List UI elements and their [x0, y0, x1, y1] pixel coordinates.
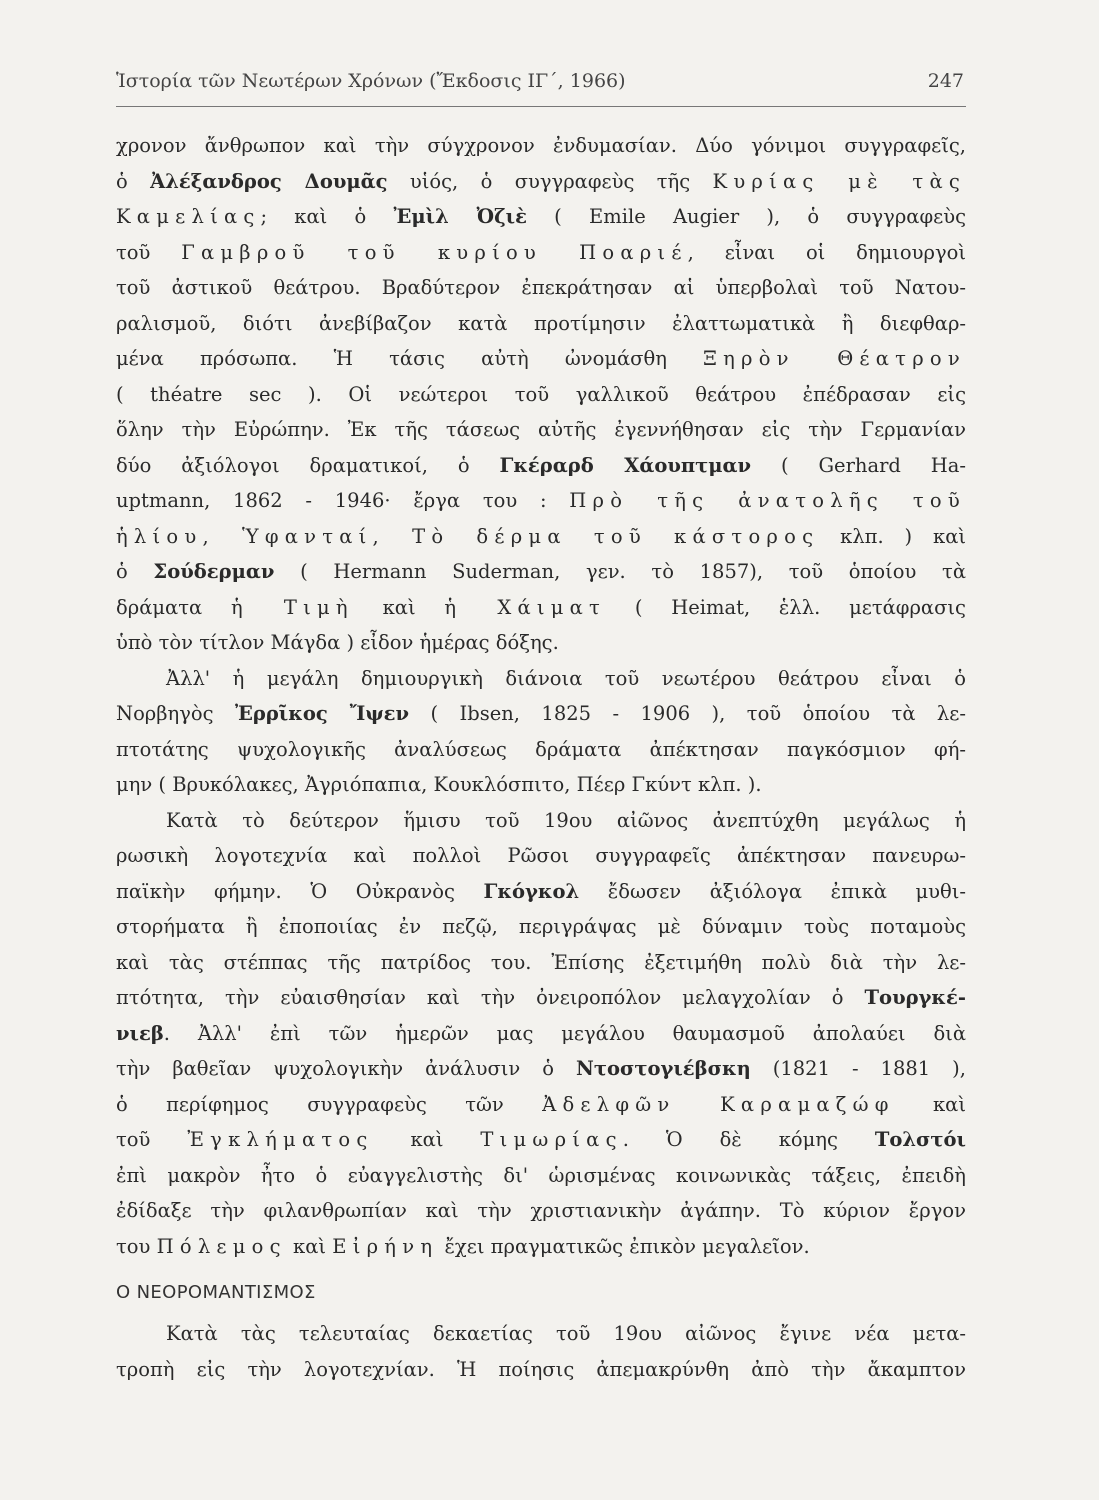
- work-title: Ἐγκλήματος: [187, 1128, 374, 1151]
- person-name: Τουργκέ-: [864, 986, 966, 1009]
- text-run: υἱός, ὁ συγγραφεὺς τῆς: [387, 169, 713, 193]
- text-line: τοῦ ἀστικοῦ θεάτρου. Βραδύτερον ἐπεκράτησαν αἱ ὑπερβολαὶ τοῦ Νατου-: [116, 276, 966, 299]
- text-run: τὴν βαθεῖαν ψυχολογικὴν ἀνάλυσιν ὁ: [116, 1057, 577, 1080]
- paragraph: [116, 1316, 966, 1387]
- person-name: Ντοστογιέβσκη: [576, 1057, 751, 1080]
- work-title: ἡ Τιμὴ: [230, 595, 354, 619]
- text-run: παϊκὴν φήμην. Ὁ Οὐκρανὸς: [116, 879, 484, 903]
- text-run: ( Emile Augier ), ὁ συγγραφεὺς: [526, 205, 966, 228]
- text-line: ρωσικὴ λογοτεχνία καὶ πολλοὶ Ρῶσοι συγγραφεῖς ἀπέκτησαν πανευρω-: [116, 844, 966, 867]
- text-line: [116, 341, 966, 377]
- text-run: . Ὁ δὲ κόμης: [622, 1128, 875, 1151]
- text-run: uptmann, 1862 - 1946· ἔργα του :: [116, 489, 570, 512]
- work-title: Εἰρήνη: [332, 1234, 439, 1258]
- text-run: δύο ἀξιόλογοι δραματικοί, ὁ: [116, 453, 500, 477]
- text-line: Ἀλλ' ἡ μεγάλη δημιουργικὴ διάνοια τοῦ νεωτέρου θεάτρου εἶναι ὁ: [166, 666, 966, 690]
- text-line: [116, 1229, 966, 1265]
- work-title: ἡλίου, Ὑφανταί, Τὸ δέρμα τοῦ κάστορος: [116, 524, 820, 548]
- text-line: [116, 1051, 966, 1087]
- text-line: [116, 199, 966, 235]
- running-header: [116, 70, 964, 92]
- text-run: ( Ibsen, 1825 - 1906 ), τοῦ ὁποίου τὰ λε-: [409, 702, 966, 725]
- text-run: ὁ: [116, 560, 154, 583]
- text-line: ὑπὸ τὸν τίτλον Μάγδα ) εἶδον ἡμέρας δόξης.: [116, 631, 559, 654]
- text-line: ὅλην τὴν Εὐρώπην. Ἐκ τῆς τάσεως αὐτῆς ἐγεννήθησαν εἰς τὴν Γερμανίαν: [116, 418, 966, 441]
- text-run: ( Heimat, ἑλλ. μετάφρασις: [606, 595, 966, 619]
- text-line: [116, 980, 966, 1016]
- text-line: [116, 874, 966, 910]
- header-rule: [116, 106, 966, 107]
- text-run: ἔδωσεν ἀξιόλογα ἐπικὰ μυθι-: [579, 879, 967, 903]
- text-line: [116, 448, 966, 484]
- text-run: ; καὶ ὁ: [260, 205, 394, 228]
- text-run: πτότητα, τὴν εὐαισθησίαν καὶ τὴν ὀνειροπόλον μελαγχολίαν ὁ: [116, 986, 865, 1009]
- text-line: [116, 164, 966, 200]
- term: Ξηρὸν Θέατρον: [703, 347, 966, 370]
- text-run: Νορβηγὸς: [116, 702, 235, 725]
- text-run: τοῦ: [116, 240, 182, 264]
- work-title: Πρὸ τῆς ἀνατολῆς τοῦ: [569, 489, 966, 512]
- page-number: 247: [927, 70, 964, 92]
- text-run: καὶ: [286, 1234, 333, 1258]
- paragraph: [116, 803, 966, 1265]
- text-line: στορήματα ἢ ἐποποιίας ἐν πεζῷ, περιγράψας μὲ δύναμιν τοὺς ποταμοὺς: [116, 915, 966, 938]
- text-run: ( Hermann Suderman, γεν. τὸ 1857), τοῦ ὁποίου τὰ: [274, 560, 966, 583]
- work-title: Κυρίας μὲ τὰς: [712, 169, 967, 193]
- text-run: καὶ: [894, 1092, 966, 1116]
- text-run: δράματα: [116, 595, 231, 619]
- text-run: μένα πρόσωπα. Ἡ τάσις αὐτὴ ὠνομάσθη: [116, 347, 704, 370]
- text-line: [116, 1122, 966, 1158]
- person-name: Ἐρρῖκος Ἴψεν: [234, 702, 410, 725]
- work-title: Καμελίας: [116, 205, 261, 228]
- text-line: [116, 554, 966, 590]
- text-run: τοῦ: [116, 1128, 188, 1151]
- text-line: Κατὰ τὰς τελευταίας δεκαετίας τοῦ 19ου αἰῶνος ἔγινε νέα μετα-: [166, 1322, 966, 1345]
- work-title: Τιμωρίας: [480, 1128, 623, 1151]
- work-title: Γαμβροῦ τοῦ κυρίου Ποαριέ: [181, 240, 688, 264]
- person-name: Γκέραρδ Χάουπτμαν: [499, 453, 752, 477]
- text-line: μην ( Βρυκόλακες, Ἀγριόπαπια, Κουκλόσπιτο, Πέερ Γκύντ κλπ. ).: [116, 773, 762, 796]
- person-name: Τολστόι: [874, 1128, 966, 1151]
- text-line: [116, 519, 966, 555]
- text-line: καὶ τὰς στέππας τῆς πατρίδος του. Ἐπίσης ἐξετιμήθη πολὺ διὰ τὴν λε-: [116, 950, 966, 974]
- text-run: (1821 - 1881 ),: [750, 1057, 966, 1080]
- work-title: Ἀδελφῶν Καραμαζώφ: [542, 1092, 895, 1116]
- text-run: του: [116, 1234, 157, 1258]
- text-run: ὁ περίφημος συγγραφεὺς τῶν: [116, 1092, 543, 1116]
- text-run: , εἶναι οἱ δημιουργοὶ: [687, 240, 966, 264]
- text-run: καὶ: [353, 595, 445, 619]
- text-line: [116, 696, 966, 732]
- text-run: κλπ. ) καὶ: [819, 524, 967, 548]
- text-run: ἔχει πραγματικῶς ἐπικὸν μεγαλεῖον.: [438, 1234, 810, 1258]
- person-name: Σούδερμαν: [153, 560, 275, 583]
- person-name: Ἐμὶλ Ὀζιὲ: [393, 205, 527, 228]
- text-line: ραλισμοῦ, διότι ἀνεβίβαζον κατὰ προτίμησιν ἐλαττωματικὰ ἢ διεφθαρ-: [116, 311, 966, 335]
- work-title: Πόλεμος: [156, 1234, 287, 1258]
- text-line: Κατὰ τὸ δεύτερον ἥμισυ τοῦ 19ου αἰῶνος ἀνεπτύχθη μεγάλως ἡ: [166, 808, 966, 832]
- text-line: [116, 483, 966, 519]
- text-line: ἐδίδαξε τὴν φιλανθρωπίαν καὶ τὴν χριστιανικὴν ἀγάπην. Τὸ κύριον ἔργον: [116, 1199, 966, 1222]
- text-line: πτοτάτης ψυχολογικῆς ἀναλύσεως δράματα ἀπέκτησαν παγκόσμιον φή-: [116, 737, 966, 761]
- person-name: Ἀλέξανδρος Δουμᾶς: [150, 169, 388, 193]
- section-heading: Ο ΝΕΟΡΟΜΑΝΤΙΣΜΟΣ: [116, 1282, 316, 1303]
- text-run: . Ἀλλ' ἐπὶ τῶν ἡμερῶν μας μεγάλου θαυμασμοῦ ἀπολαύει διὰ: [163, 1021, 966, 1045]
- text-line: [116, 1087, 966, 1123]
- text-run: καὶ: [373, 1128, 481, 1151]
- running-title: Ἱστορία τῶν Νεωτέρων Χρόνων (Ἔκδοσις ΙΓ΄, 1966): [116, 70, 626, 92]
- paragraph: [116, 128, 966, 661]
- text-line: [116, 590, 966, 626]
- text-line: ( théatre sec ). Οἱ νεώτεροι τοῦ γαλλικοῦ θεάτρου ἐπέδρασαν εἰς: [116, 382, 966, 406]
- text-line: [116, 235, 966, 271]
- text-run: ὁ: [116, 169, 151, 193]
- person-name: Γκόγκολ: [483, 879, 580, 903]
- work-title: ἡ Χάιματ: [444, 595, 607, 619]
- text-line: [116, 1016, 966, 1052]
- body-text: [116, 128, 966, 1387]
- paragraph: [116, 661, 966, 803]
- text-run: ( Gerhard Ha-: [751, 453, 966, 477]
- text-line: χρονον ἄνθρωπον καὶ τὴν σύγχρονον ἐνδυμασίαν. Δύο γόνιμοι συγγραφεῖς,: [116, 134, 966, 157]
- person-name: νιεβ: [116, 1021, 164, 1045]
- text-line: τροπὴ εἰς τὴν λογοτεχνίαν. Ἡ ποίησις ἀπεμακρύνθη ἀπὸ τὴν ἄκαμπτον: [116, 1357, 966, 1381]
- text-line: ἐπὶ μακρὸν ἦτο ὁ εὐαγγελιστὴς δι' ὡρισμένας κοινωνικὰς τάξεις, ἐπειδὴ: [116, 1163, 966, 1187]
